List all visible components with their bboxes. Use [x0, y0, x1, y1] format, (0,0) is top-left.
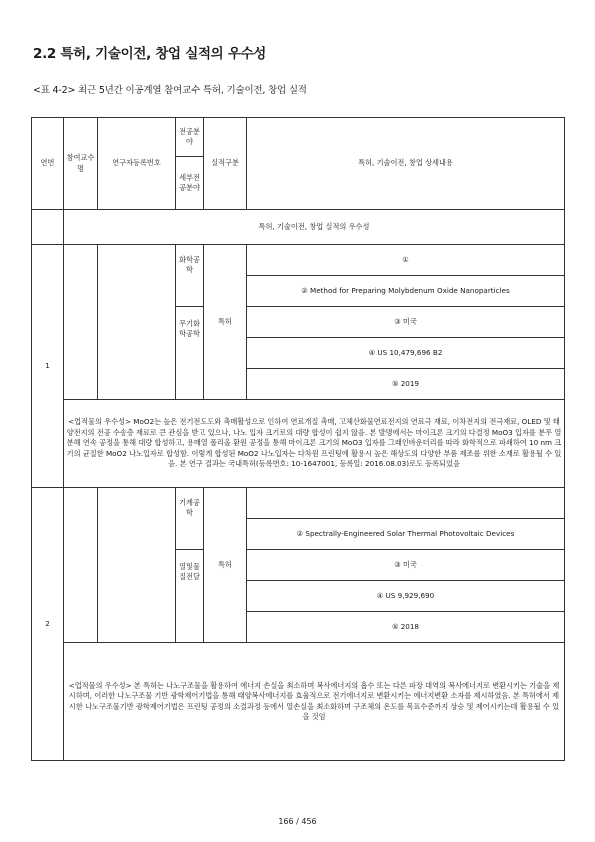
row-2-item-4: ④ US 9,929,690 [247, 581, 565, 612]
row-2-item-1 [247, 488, 565, 519]
header-major-field: 전공분야 [176, 118, 204, 157]
header-excellence: 특허, 기술이전, 창업 실적의 우수성 [64, 210, 565, 245]
header-performance-type: 실적구분 [204, 118, 247, 210]
row-1-item-3: ③ 미국 [247, 307, 565, 338]
section-title: 2.2 특허, 기술이전, 창업 실적의 우수성 [33, 46, 267, 62]
row-1-item-4: ④ US 10,479,696 B2 [247, 338, 565, 369]
header-detail-field: 세부전공분야 [176, 157, 204, 210]
row-1-researcher-id [98, 245, 176, 400]
row-1-item-5: ⑤ 2019 [247, 369, 565, 400]
header-professor: 참여교수명 [64, 118, 98, 210]
row-2-item-5: ⑤ 2018 [247, 612, 565, 643]
row-1-serial: 1 [32, 245, 64, 488]
row-1-item-2: ② Method for Preparing Molybdenum Oxide Nanoparticles [247, 276, 565, 307]
page-number: 166 / 456 [278, 817, 317, 826]
row-1-item-1: ① [247, 245, 565, 276]
row-2-major-field: 기계공학 [176, 488, 204, 550]
row-1-description: <업적물의 우수성> MoO2는 높은 전기전도도와 촉매활성으로 인하여 연료개질 촉매, 고체산화물연료전지의 연료극 재료, 이차전지의 전극재료, OLED 및 태양전지의 전공 수송층 재료로 큰 관심을 받고 있으나, 나노 입자 크기로의 대량 합성이 쉽지 않음. 본 발명에서는 마이크론 크기의 다결정 MoO3 입자를 분무 열분해 연속 공정을 통해 대량 합성하고, 용매열 폴리올 환원 공정을 통해 마이크론 크기의 MoO3 입자를 그래인바운더리를 따라 화학적으로 파쇄하여 10 nm 크기의 균질한 MoO2 나노입자로 합성함. 이렇게 합성된 MoO2 나노입자는 다차원 프린팅에 활용시 높은 해상도의 다양한 부품 제조를 위한 소재로 활용될 수 있음. 본 연구 결과는 국내특허(등록번호: 10-1647001, 등록일: 2016.08.03)로도 등록되었음 [64, 400, 565, 488]
table-caption: <표 4-2> 최근 5년간 이공계열 참여교수 특허, 기술이전, 창업 실적 [33, 85, 307, 96]
row-2-professor [64, 488, 98, 643]
header-serial: 연번 [32, 118, 64, 210]
row-2-performance-type: 특허 [204, 488, 247, 643]
header-blank-cell [32, 210, 64, 245]
row-1-major-field: 화학공학 [176, 245, 204, 307]
header-details: 특허, 기술이전, 창업 상세내용 [247, 118, 565, 210]
achievements-table [31, 117, 565, 761]
row-2-item-2: ② Spectrally-Engineered Solar Thermal Photovoltaic Devices [247, 519, 565, 550]
row-2-description: <업적물의 우수성> 본 특허는 나노구조물을 활용하여 에너지 손실을 최소하며 복사에너지의 흡수 또는 다른 파장 대역의 복사에너지로 변환시키는 기술을 제시하며, 이러한 나노구조물 기반 광학제어기법을 통해 태양복사에너지를 효율적으로 전기에너지로 변환시키는 에너지변환 소자를 제시하였음. 본 특허에서 제시한 나노구조물기반 광학제어기법은 프린팅 공정의 소결과정 등에서 열손실을 최소화하며 구조체의 온도를 목표수준까지 상승 및 제어시키는데 활용될 수 있을 것임 [64, 643, 565, 761]
row-2-researcher-id [98, 488, 176, 643]
row-2-detail-field: 열및물질전달 [176, 550, 204, 643]
row-1-professor [64, 245, 98, 400]
row-2-item-3: ③ 미국 [247, 550, 565, 581]
row-1-performance-type: 특허 [204, 245, 247, 400]
row-2-serial: 2 [32, 488, 64, 761]
header-researcher-id: 연구자등록번호 [98, 118, 176, 210]
row-1-detail-field: 무기화학공학 [176, 307, 204, 400]
